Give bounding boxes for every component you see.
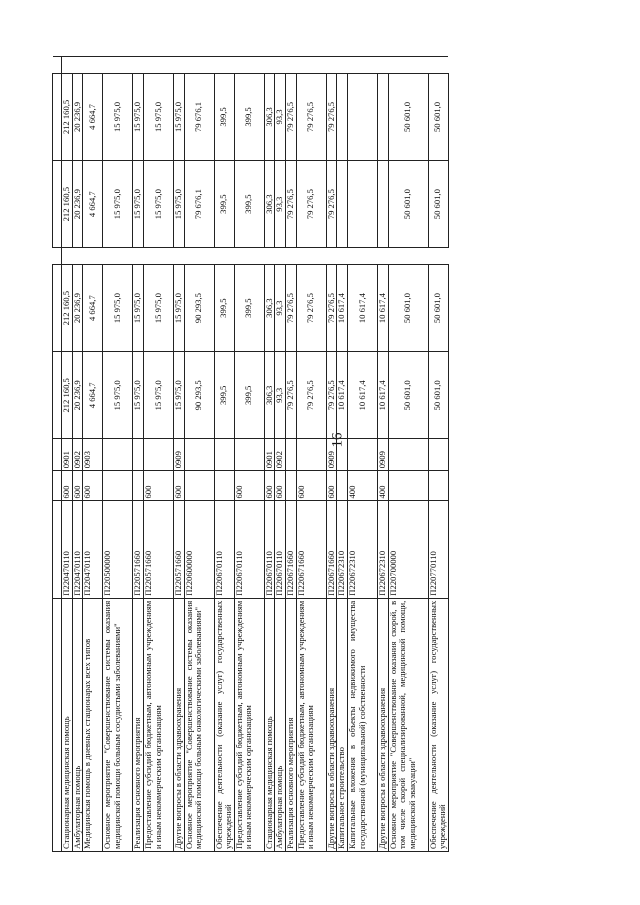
row-amount-4: 212 160,5: [62, 73, 73, 160]
table-row: [83, 57, 103, 852]
budget-table-wrapper: [52, 56, 449, 852]
row-name: Основное мероприятие "Совершенствование системы оказания медицинской помощи больным онкологическими заболеваниями": [184, 598, 214, 851]
column-gap: [143, 57, 173, 74]
row-target-code: П220571660: [143, 501, 173, 598]
row-expense-type: [337, 471, 348, 501]
column-gap: [103, 57, 133, 74]
column-gap: [234, 248, 264, 265]
table-row: [347, 57, 377, 852]
row-target-code: П220600000: [184, 501, 214, 598]
row-target-code: П220700000: [388, 501, 428, 598]
column-gap: [133, 57, 144, 74]
row-amount-1: 399,5: [214, 352, 234, 439]
row-section-code: 0909: [173, 439, 184, 471]
row-amount-2: 79 276,5: [296, 265, 326, 352]
row-expense-type: 600: [275, 471, 286, 501]
column-gap: [173, 248, 184, 265]
row-amount-3: 79 276,5: [296, 161, 326, 248]
row-amount-1: 15 975,0: [143, 352, 173, 439]
row-name: Амбулаторная помощь: [72, 598, 83, 851]
row-amount-3: 15 975,0: [133, 161, 144, 248]
row-section-code: [388, 439, 428, 471]
table-row: [296, 57, 326, 852]
row-section-code: [234, 439, 264, 471]
table-body: [53, 57, 449, 852]
page-number: 16: [329, 432, 346, 448]
column-gap: [72, 248, 83, 265]
row-amount-3: 50 601,0: [428, 161, 448, 248]
table-row: [264, 57, 275, 852]
row-target-code: П220571660: [133, 501, 144, 598]
row-amount-3: [377, 161, 388, 248]
row-section-code: [103, 439, 133, 471]
row-name: Стационарная медицинская помощь: [264, 598, 275, 851]
row-amount-4: 399,5: [234, 73, 264, 160]
row-section-code: 0909: [326, 439, 337, 471]
row-amount-4: 50 601,0: [388, 73, 428, 160]
table-row: [275, 57, 286, 852]
row-amount-2: 212 160,5: [62, 265, 73, 352]
row-name: Капитальные вложения в объекты недвижимого имущества государственной (муниципальной) собственности: [347, 598, 377, 851]
row-section-code: [133, 439, 144, 471]
row-target-code: П220672310: [347, 501, 377, 598]
row-amount-4: 306,3: [264, 73, 275, 160]
row-amount-1: 15 975,0: [173, 352, 184, 439]
column-gap: [337, 248, 348, 265]
row-amount-4: 79 276,5: [326, 73, 337, 160]
row-expense-type: [428, 471, 448, 501]
column-gap: [296, 57, 326, 74]
row-section-code: 0901: [264, 439, 275, 471]
row-amount-2: 10 617,4: [347, 265, 377, 352]
row-amount-2: 10 617,4: [337, 265, 348, 352]
row-amount-1: 15 975,0: [133, 352, 144, 439]
row-amount-1: 93,3: [275, 352, 286, 439]
row-name: Предоставление субсидий бюджетным, автономным учреждениям и иным некоммерческим организациям: [234, 598, 264, 851]
column-gap: [72, 57, 83, 74]
row-name: Другие вопросы в области здравоохранения: [377, 598, 388, 851]
row-target-code: П220671660: [326, 501, 337, 598]
row-amount-1: 399,5: [234, 352, 264, 439]
row-expense-type: 600: [234, 471, 264, 501]
column-gap: [133, 248, 144, 265]
row-amount-4: 15 975,0: [103, 73, 133, 160]
column-gap: [143, 248, 173, 265]
column-gap: [428, 57, 448, 74]
row-expense-type: 400: [377, 471, 388, 501]
column-gap: [428, 248, 448, 265]
row-amount-4: 15 975,0: [133, 73, 144, 160]
row-amount-2: 20 236,9: [72, 265, 83, 352]
row-name: Предоставление субсидий бюджетным, автономным учреждениям и иным некоммерческим организациям: [143, 598, 173, 851]
column-gap: [275, 57, 286, 74]
row-expense-type: 600: [143, 471, 173, 501]
table-row: [62, 57, 73, 852]
table-row: [234, 57, 264, 852]
row-amount-1: 10 617,4: [347, 352, 377, 439]
row-amount-4: 93,3: [275, 73, 286, 160]
row-amount-1: 10 617,4: [377, 352, 388, 439]
row-section-code: [337, 439, 348, 471]
row-section-code: [296, 439, 326, 471]
row-name: Медицинская помощь в дневных стационарах всех типов: [83, 598, 103, 851]
table-row: [184, 57, 214, 852]
row-target-code: П220672310: [337, 501, 348, 598]
row-section-code: [214, 439, 234, 471]
row-section-code: [347, 439, 377, 471]
row-amount-3: 79 276,5: [326, 161, 337, 248]
row-expense-type: 600: [296, 471, 326, 501]
row-expense-type: 600: [326, 471, 337, 501]
row-amount-3: 399,5: [214, 161, 234, 248]
row-name: Обеспечение деятельности (оказание услуг) государственных учреждений: [214, 598, 234, 851]
column-gap: [184, 248, 214, 265]
table-row: [337, 57, 348, 852]
row-target-code: П220671660: [296, 501, 326, 598]
column-gap: [234, 57, 264, 74]
row-target-code: П220670110: [264, 501, 275, 598]
table-row: [143, 57, 173, 852]
row-amount-4: [337, 73, 348, 160]
row-expense-type: [214, 471, 234, 501]
row-target-code: П220672310: [377, 501, 388, 598]
row-amount-1: 306,3: [264, 352, 275, 439]
row-expense-type: 400: [347, 471, 377, 501]
column-gap: [62, 57, 73, 74]
column-gap: [286, 248, 297, 265]
row-name: Другие вопросы в области здравоохранения: [326, 598, 337, 851]
table-row: [326, 57, 337, 852]
column-gap: [326, 57, 337, 74]
row-expense-type: [103, 471, 133, 501]
row-section-code: [184, 439, 214, 471]
column-gap: [83, 57, 103, 74]
table-row: [286, 57, 297, 852]
row-amount-2: 10 617,4: [377, 265, 388, 352]
table-row: [173, 57, 184, 852]
row-section-code: 0903: [83, 439, 103, 471]
row-amount-2: 306,3: [264, 265, 275, 352]
column-gap: [62, 248, 73, 265]
column-gap: [377, 248, 388, 265]
row-amount-4: 50 601,0: [428, 73, 448, 160]
row-target-code: П220770110: [428, 501, 448, 598]
row-amount-3: 4 664,7: [83, 161, 103, 248]
table-row: [214, 57, 234, 852]
row-section-code: [286, 439, 297, 471]
row-amount-2: 50 601,0: [428, 265, 448, 352]
row-amount-2: 15 975,0: [143, 265, 173, 352]
row-amount-3: 50 601,0: [388, 161, 428, 248]
row-amount-3: 93,3: [275, 161, 286, 248]
row-name: Основное мероприятие "Совершенствование системы оказания медицинской помощи больным сосудистыми заболеваниями": [103, 598, 133, 851]
row-amount-3: [347, 161, 377, 248]
row-expense-type: 600: [173, 471, 184, 501]
column-gap: [296, 248, 326, 265]
row-amount-1: 20 236,9: [72, 352, 83, 439]
column-gap: [214, 248, 234, 265]
table-row: [428, 57, 448, 852]
column-gap: [337, 57, 348, 74]
column-gap: [377, 57, 388, 74]
row-target-code: П220571660: [173, 501, 184, 598]
row-expense-type: 600: [72, 471, 83, 501]
table-row: [72, 57, 83, 852]
row-amount-1: 79 276,5: [296, 352, 326, 439]
row-section-code: 0901: [62, 439, 73, 471]
row-name: Реализация основного мероприятия: [133, 598, 144, 851]
row-target-code: П220671660: [286, 501, 297, 598]
row-amount-4: [347, 73, 377, 160]
row-amount-2: 90 293,5: [184, 265, 214, 352]
row-amount-4: 79 276,5: [296, 73, 326, 160]
row-expense-type: [286, 471, 297, 501]
row-name: Основное мероприятие "Совершенствование оказания скорой, в том числе скорой специализированной, медицинской помощи, медицинской эвакуации": [388, 598, 428, 851]
row-section-code: [143, 439, 173, 471]
row-target-code: П220470110: [83, 501, 103, 598]
column-gap: [286, 57, 297, 74]
row-section-code: [428, 439, 448, 471]
row-name: Другие вопросы в области здравоохранения: [173, 598, 184, 851]
row-name: Амбулаторная помощь: [275, 598, 286, 851]
column-gap: [347, 57, 377, 74]
row-amount-2: 4 664,7: [83, 265, 103, 352]
row-expense-type: 600: [264, 471, 275, 501]
row-amount-2: 15 975,0: [103, 265, 133, 352]
table-row: [133, 57, 144, 852]
row-amount-1: 50 601,0: [388, 352, 428, 439]
column-gap: [347, 248, 377, 265]
row-amount-4: 4 664,7: [83, 73, 103, 160]
row-amount-4: 79 276,5: [286, 73, 297, 160]
row-amount-4: 15 975,0: [143, 73, 173, 160]
table-row: [377, 57, 388, 852]
row-amount-2: 79 276,5: [286, 265, 297, 352]
row-amount-1: 10 617,4: [337, 352, 348, 439]
row-target-code: П220500000: [103, 501, 133, 598]
budget-table: [52, 56, 449, 852]
row-name: Предоставление субсидий бюджетным, автономным учреждениям и иным некоммерческим организациям: [296, 598, 326, 851]
row-target-code: П220670110: [234, 501, 264, 598]
row-name: Стационарная медицинская помощь: [62, 598, 73, 851]
column-gap: [388, 248, 428, 265]
table-row: [388, 57, 428, 852]
row-amount-3: 212 160,5: [62, 161, 73, 248]
row-amount-3: 399,5: [234, 161, 264, 248]
column-gap: [173, 57, 184, 74]
row-target-code: П220470110: [72, 501, 83, 598]
column-gap: [83, 248, 103, 265]
row-target-code: П220670110: [275, 501, 286, 598]
row-amount-4: 20 236,9: [72, 73, 83, 160]
row-name: Капитальное строительство: [337, 598, 348, 851]
row-amount-1: 212 160,5: [62, 352, 73, 439]
column-gap: [388, 57, 428, 74]
row-amount-4: 79 676,1: [184, 73, 214, 160]
row-amount-1: 15 975,0: [103, 352, 133, 439]
row-name: Обеспечение деятельности (оказание услуг) государственных учреждений: [428, 598, 448, 851]
column-gap: [264, 248, 275, 265]
row-expense-type: 600: [83, 471, 103, 501]
row-amount-3: 306,3: [264, 161, 275, 248]
row-expense-type: [133, 471, 144, 501]
column-gap: [264, 57, 275, 74]
row-amount-3: 15 975,0: [103, 161, 133, 248]
row-target-code: П220670110: [214, 501, 234, 598]
row-amount-1: 79 276,5: [326, 352, 337, 439]
row-amount-1: 50 601,0: [428, 352, 448, 439]
row-section-code: 0902: [275, 439, 286, 471]
row-amount-3: 20 236,9: [72, 161, 83, 248]
row-amount-4: 15 975,0: [173, 73, 184, 160]
row-target-code: П220470110: [62, 501, 73, 598]
column-gap: [103, 248, 133, 265]
row-name: Реализация основного мероприятия: [286, 598, 297, 851]
row-expense-type: [388, 471, 428, 501]
column-gap: [275, 248, 286, 265]
row-amount-2: 93,3: [275, 265, 286, 352]
row-amount-1: 79 276,5: [286, 352, 297, 439]
row-amount-2: 15 975,0: [133, 265, 144, 352]
row-amount-4: 399,5: [214, 73, 234, 160]
row-amount-3: 79 276,5: [286, 161, 297, 248]
table-row: [103, 57, 133, 852]
row-amount-2: 15 975,0: [173, 265, 184, 352]
row-amount-1: 4 664,7: [83, 352, 103, 439]
row-amount-2: 399,5: [234, 265, 264, 352]
row-amount-2: 50 601,0: [388, 265, 428, 352]
column-gap: [326, 248, 337, 265]
row-expense-type: [184, 471, 214, 501]
column-gap: [184, 57, 214, 74]
row-amount-3: 79 676,1: [184, 161, 214, 248]
row-amount-3: 15 975,0: [143, 161, 173, 248]
row-amount-3: 15 975,0: [173, 161, 184, 248]
row-expense-type: 600: [62, 471, 73, 501]
row-amount-2: 79 276,5: [326, 265, 337, 352]
row-section-code: 0909: [377, 439, 388, 471]
row-amount-2: 399,5: [214, 265, 234, 352]
row-section-code: 0902: [72, 439, 83, 471]
row-amount-4: [377, 73, 388, 160]
column-gap: [214, 57, 234, 74]
row-amount-1: 90 293,5: [184, 352, 214, 439]
row-amount-3: [337, 161, 348, 248]
